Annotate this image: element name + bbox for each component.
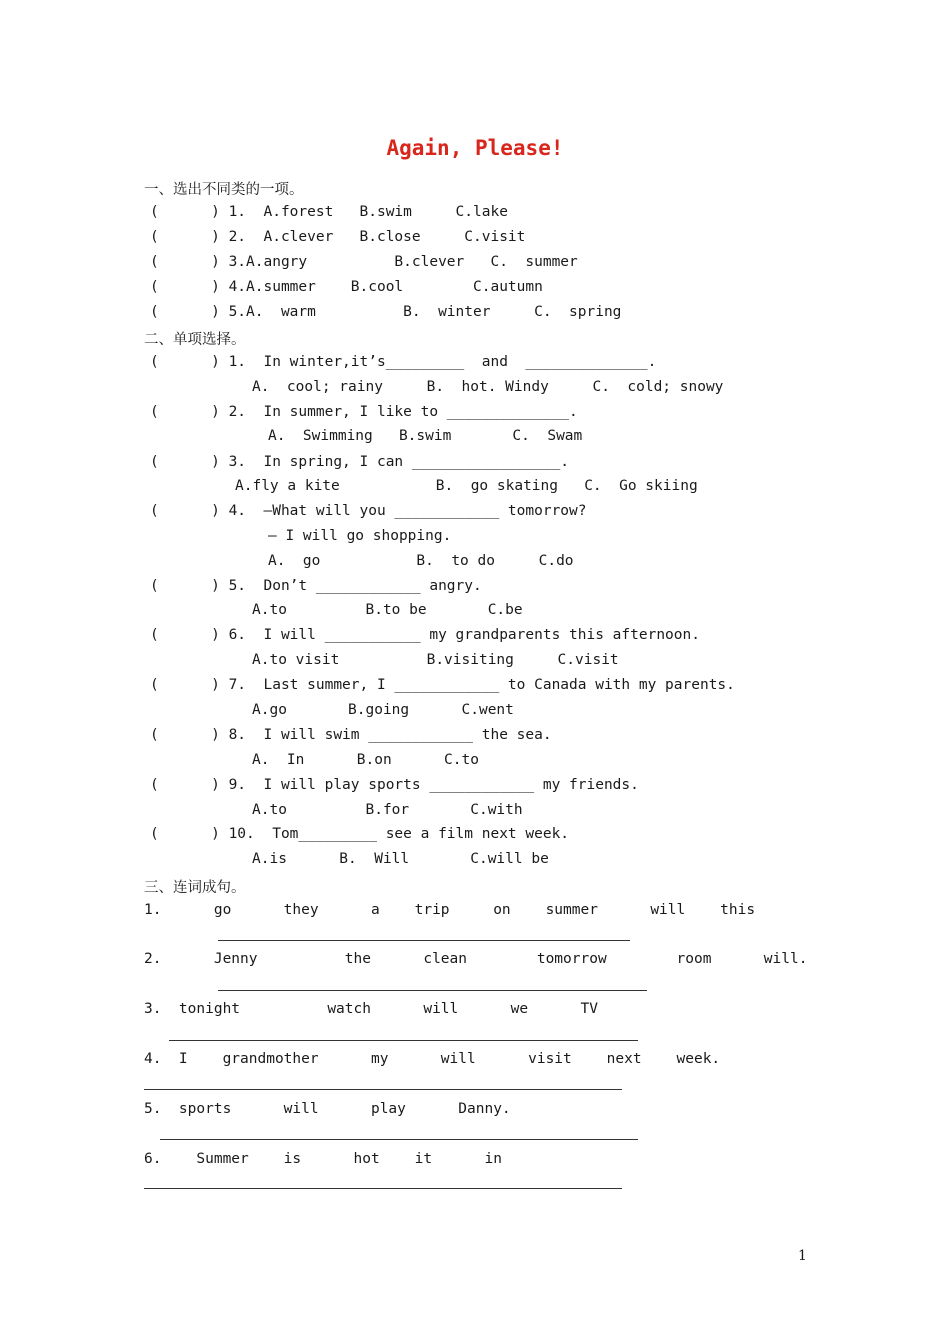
s3-answer-line-6[interactable] — [144, 1188, 622, 1189]
s2-question-9: ( ) 9. I will play sports ____________ my friends. — [150, 777, 639, 793]
section-heading-1: 一、选出不同类的一项。 — [144, 182, 304, 198]
s2-question-6: ( ) 6. I will ___________ my grandparents this afternoon. — [150, 627, 700, 643]
s3-answer-line-3[interactable] — [169, 1040, 638, 1041]
s3-answer-line-4[interactable] — [144, 1089, 622, 1090]
s3-item-5: 5. sports will play Danny. — [144, 1101, 511, 1117]
s2-question-7: ( ) 7. Last summer, I ____________ to Canada with my parents. — [150, 677, 735, 693]
s2-question-4-answer: — I will go shopping. — [268, 528, 452, 544]
page-title: Again, Please! — [386, 136, 564, 160]
s2-question-5: ( ) 5. Don’t ____________ angry. — [150, 578, 482, 594]
s1-item-4: ( ) 4.A.summer B.cool C.autumn — [150, 279, 543, 295]
s2-question-2: ( ) 2. In summer, I like to ______________. — [150, 404, 578, 420]
s2-options-8: A. In B.on C.to — [252, 752, 479, 768]
s2-question-1: ( ) 1. In winter,it’s_________ and ______________. — [150, 354, 657, 370]
s3-answer-line-2[interactable] — [218, 990, 647, 991]
s3-answer-line-1[interactable] — [218, 940, 630, 941]
s3-item-3: 3. tonight watch will we TV — [144, 1001, 598, 1017]
s2-question-4: ( ) 4. —What will you ____________ tomorrow? — [150, 503, 587, 519]
page-number: 1 — [798, 1248, 807, 1264]
s2-options-9: A.to B.for C.with — [252, 802, 523, 818]
s2-options-7: A.go B.going C.went — [252, 702, 514, 718]
s2-question-3: ( ) 3. In spring, I can _________________. — [150, 454, 570, 470]
s3-item-1: 1. go they a trip on summer will this — [144, 902, 756, 918]
s2-options-5: A.to B.to be C.be — [252, 602, 523, 618]
s2-question-8: ( ) 8. I will swim ____________ the sea. — [150, 727, 552, 743]
s3-item-4: 4. I grandmother my will visit next week. — [144, 1051, 721, 1067]
s1-item-3: ( ) 3.A.angry B.clever C. summer — [150, 254, 578, 270]
s3-answer-line-5[interactable] — [160, 1139, 638, 1140]
s3-item-6: 6. Summer is hot it in — [144, 1151, 502, 1167]
s3-item-2: 2. Jenny the clean tomorrow room will. — [144, 951, 808, 967]
s1-item-2: ( ) 2. A.clever B.close C.visit — [150, 229, 526, 245]
s2-options-1: A. cool; rainy B. hot. Windy C. cold; snowy — [252, 379, 724, 395]
s2-question-10: ( ) 10. Tom_________ see a film next week. — [150, 826, 570, 842]
s2-options-6: A.to visit B.visiting C.visit — [252, 652, 619, 668]
s2-options-10: A.is B. Will C.will be — [252, 851, 549, 867]
s2-options-2: A. Swimming B.swim C. Swam — [268, 428, 583, 444]
section-heading-3: 三、连词成句。 — [144, 880, 246, 896]
s1-item-1: ( ) 1. A.forest B.swim C.lake — [150, 204, 508, 220]
s2-options-4: A. go B. to do C.do — [268, 553, 574, 569]
section-heading-2: 二、单项选择。 — [144, 332, 246, 348]
s2-options-3: A.fly a kite B. go skating C. Go skiing — [235, 478, 698, 494]
s1-item-5: ( ) 5.A. warm B. winter C. spring — [150, 304, 622, 320]
